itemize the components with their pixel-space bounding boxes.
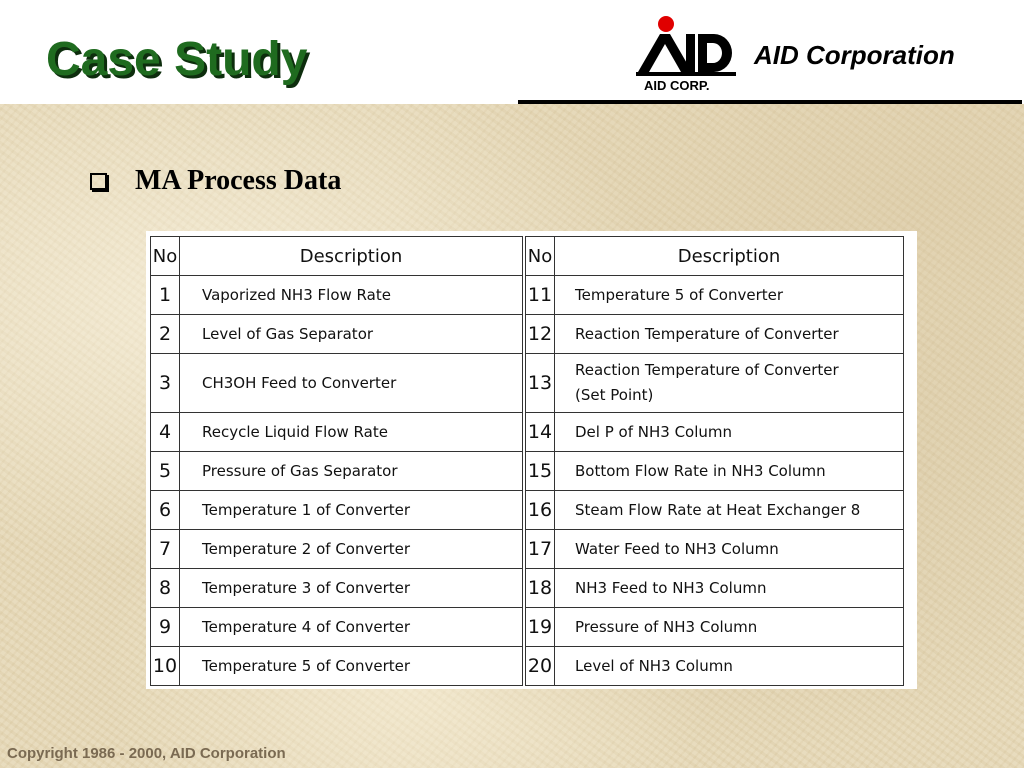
row-number: 9 [151,608,180,647]
row-description-line-2: (Set Point) [575,386,654,404]
row-number: 11 [524,276,555,315]
aid-corp-logo [636,14,742,94]
row-description: Recycle Liquid Flow Rate [180,413,525,452]
slide-title: Case Study [46,33,308,86]
row-number: 2 [151,315,180,354]
table-header-row [151,237,904,276]
row-description: NH3 Feed to NH3 Column [555,569,904,608]
row-description: Reaction Temperature of Converter [555,315,904,354]
row-number: 15 [524,452,555,491]
column-header-no: No [151,237,180,276]
row-description: Level of NH3 Column [555,647,904,686]
table-row [151,452,904,491]
row-description: Temperature 1 of Converter [180,491,525,530]
row-description: Temperature 3 of Converter [180,569,525,608]
bullet-text: MA Process Data [135,165,342,196]
row-number: 18 [524,569,555,608]
row-description: Bottom Flow Rate in NH3 Column [555,452,904,491]
table-row [151,491,904,530]
row-number: 12 [524,315,555,354]
table-row [151,569,904,608]
slide-header [0,0,1024,104]
row-number: 13 [524,354,555,413]
column-header-description: Description [180,237,525,276]
table-row [151,276,904,315]
row-number: 19 [524,608,555,647]
row-description: Steam Flow Rate at Heat Exchanger 8 [555,491,904,530]
row-description-line-1: Reaction Temperature of Converter [575,361,839,379]
row-number: 3 [151,354,180,413]
row-number: 8 [151,569,180,608]
row-description: Water Feed to NH3 Column [555,530,904,569]
row-description: Temperature 4 of Converter [180,608,525,647]
table-row [151,530,904,569]
row-number: 20 [524,647,555,686]
column-header-no: No [524,237,555,276]
process-data-table-container [146,231,917,689]
table-row [151,315,904,354]
row-description: CH3OH Feed to Converter [180,354,525,413]
row-description: Del P of NH3 Column [555,413,904,452]
logo-text: AID CORP. [644,78,710,93]
checkbox-bullet-icon [90,173,107,190]
table-row [151,413,904,452]
row-number: 17 [524,530,555,569]
row-description-multiline [555,354,904,413]
row-number: 6 [151,491,180,530]
row-description: Vaporized NH3 Flow Rate [180,276,525,315]
row-number: 16 [524,491,555,530]
row-description: Pressure of NH3 Column [555,608,904,647]
column-header-description: Description [555,237,904,276]
row-number: 1 [151,276,180,315]
row-description: Level of Gas Separator [180,315,525,354]
row-number: 14 [524,413,555,452]
table-row [151,647,904,686]
bullet-item [90,164,341,198]
row-description: Temperature 5 of Converter [555,276,904,315]
row-number: 5 [151,452,180,491]
table-row [151,354,904,413]
row-number: 4 [151,413,180,452]
row-description: Temperature 2 of Converter [180,530,525,569]
process-data-table [150,236,904,686]
row-description: Temperature 5 of Converter [180,647,525,686]
row-description: Pressure of Gas Separator [180,452,525,491]
company-name: AID Corporation [754,40,955,70]
table-row [151,608,904,647]
row-number: 10 [151,647,180,686]
row-number: 7 [151,530,180,569]
copyright-footer: Copyright 1986 - 2000, AID Corporation [7,745,286,762]
